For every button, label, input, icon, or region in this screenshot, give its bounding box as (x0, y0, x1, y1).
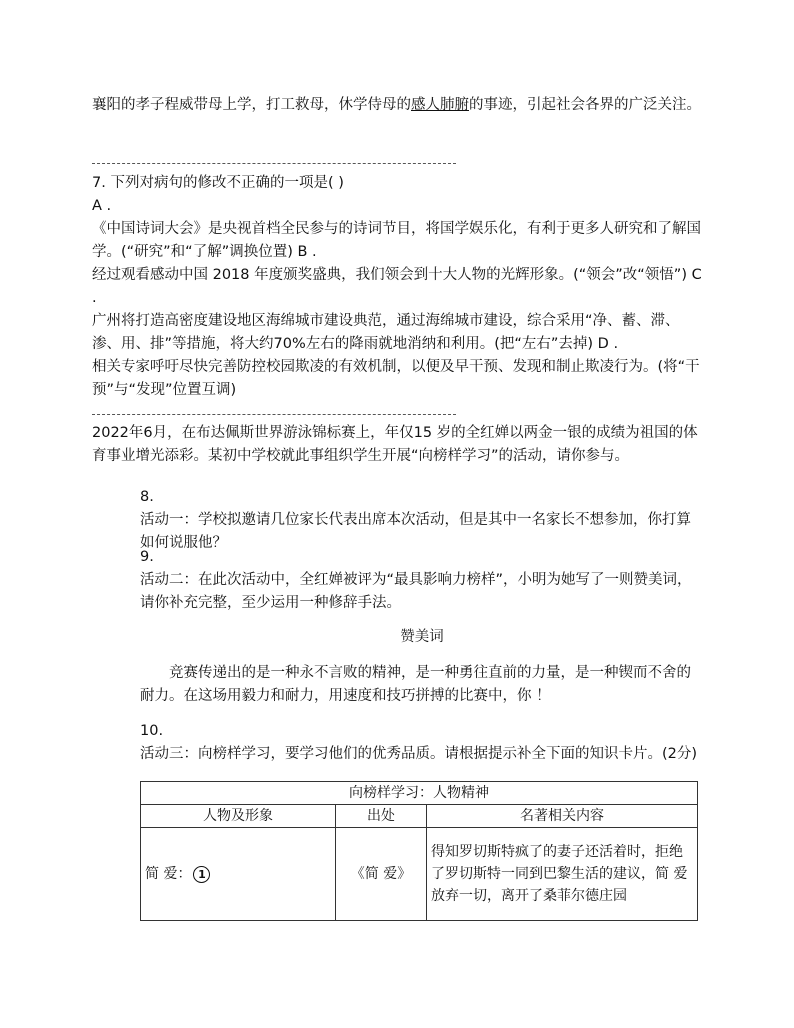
question-8-number: 8. (140, 489, 154, 505)
table-header-source: 出处 (336, 805, 427, 828)
table-row (141, 828, 698, 921)
intro-text-end: 的事迹，引起社会各界的广泛关注。 (469, 97, 701, 113)
option-c-text: 广州将打造高密度建设地区海绵城市建设典范，通过海绵城市建设，综合采用“净、蓄、滞、渗、用、排”等措施，将大约70%左右的降雨就地消纳和利用。(把“左右”去掉) D . (92, 313, 680, 352)
option-b-text: 经过观看感动中国 2018 年度颁奖盛典，我们领会到十大人物的光辉形象。(“领会”改“领悟”) C . (92, 267, 702, 306)
option-d-text: 相关专家呼吁尽快完善防控校园欺凌的有效机制，以便及早干预、发现和制止欺凌行为。(将“干预”与“发现”位置互调) (92, 359, 700, 398)
cell-person (141, 828, 336, 921)
person-name: 简 爱： (145, 866, 192, 882)
question-10-number: 10. (140, 723, 164, 739)
question-10-text: 活动三：向榜样学习，要学习他们的优秀品质。请根据提示补全下面的知识卡片。(2分) (140, 746, 698, 762)
question-8-text: 活动一：学校拟邀请几位家长代表出席本次活动，但是其中一名家长不想参加，你打算如何说服他？ (140, 512, 691, 551)
praise-title: 赞美词 (400, 629, 444, 645)
knowledge-card-table (140, 781, 698, 921)
question-9-text: 活动二：在此次活动中，全红婵被评为“最具影响力榜样”，小明为她写了一则赞美词，请你补充完整，至少运用一种修辞手法。 (140, 572, 692, 611)
table-caption: 向榜样学习：人物精神 (141, 782, 698, 805)
intro-paragraph (92, 94, 704, 117)
intro-text-start: 襄阳的孝子程威带母上学，打工救母，休学侍母的 (92, 97, 411, 113)
table-header-content: 名著相关内容 (427, 805, 698, 828)
cell-source: 《简 爱》 (336, 828, 427, 921)
praise-body: 竞赛传递出的是一种永不言败的精神，是一种勇往直前的力量，是一种锲而不舍的耐力。在这场用毅力和耐力，用速度和技巧拼搏的比赛中，你 ！ (140, 665, 691, 704)
question-10 (140, 720, 704, 766)
context-paragraph: 2022年6月，在布达佩斯世界游泳锦标赛上，年仅15 岁的全红婵以两金一银的成绩为祖国的体育事业增光添彩。某初中学校就此事组织学生开展“向榜样学习”的活动，请你参与。 (92, 425, 698, 464)
question-9-number: 9. (140, 549, 154, 565)
option-a-label: A . (92, 198, 112, 214)
cell-content: 得知罗切斯特疯了的妻子还活着时，拒绝了罗切斯特一同到巴黎生活的建议，简 爱放弃一切，离开了桑菲尔德庄园 (427, 828, 698, 921)
question-7-stem: 7. 下列对病句的修改不正确的一项是( ) (92, 175, 344, 191)
table-header-person: 人物及形象 (141, 805, 336, 828)
separator-line (92, 163, 456, 164)
question-7 (92, 172, 704, 402)
option-a-text: 《中国诗词大会》是央视首档全民参与的诗词节目，将国学娱乐化，有利于更多人研究和了解国学。(“研究”和“了解”调换位置) B . (92, 221, 701, 260)
question-9 (140, 546, 704, 615)
answer-blank-marker[interactable]: 1 (193, 866, 210, 883)
separator-line (92, 414, 456, 415)
underlined-idiom: 感人肺腑 (411, 97, 469, 113)
question-8 (140, 486, 704, 555)
